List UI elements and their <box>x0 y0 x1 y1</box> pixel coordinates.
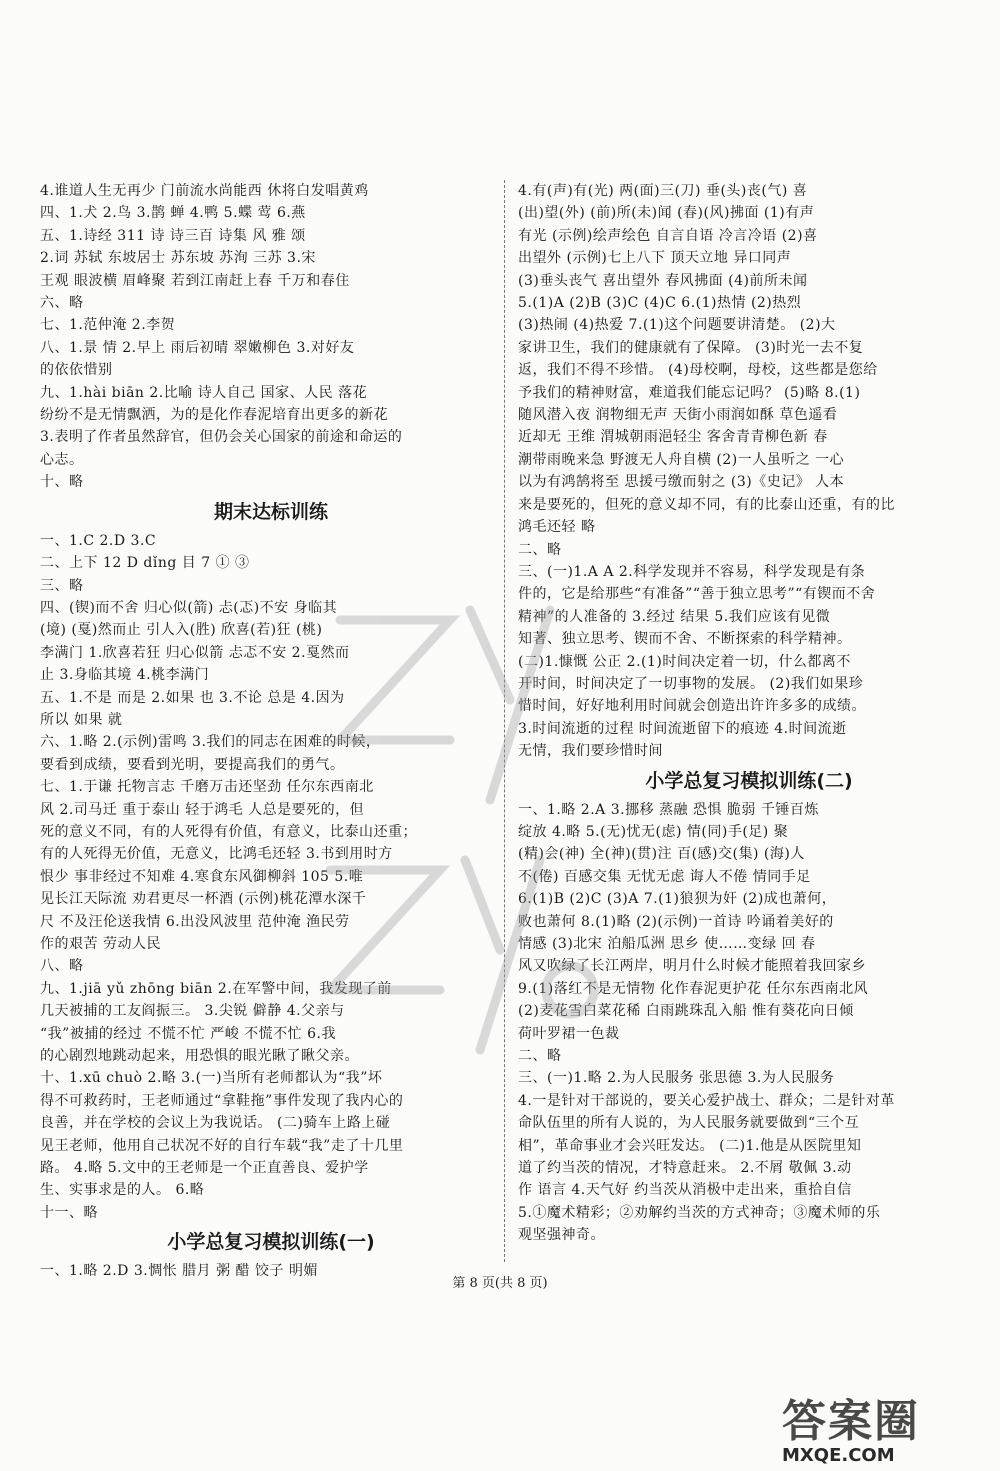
watermark-logo-text: 答案圈 <box>782 1396 920 1447</box>
answer-line: 要看到成绩，要看到光明，要提高我们的勇气。 <box>40 756 345 773</box>
answer-line: 见王老师，他用自己状况不好的自行车载“我”走了十几里 <box>40 1137 404 1154</box>
watermark-logo <box>782 1385 972 1466</box>
answer-line: 风 2.司马迁 重于泰山 轻于鸿毛 人总是要死的，但 <box>40 801 365 818</box>
answer-line: 6.(1)B (2)C (3)A 7.(1)狼狈为奸 (2)成也萧何， <box>518 891 837 908</box>
answer-line: 七、1.范仲淹 2.李贺 <box>40 317 176 334</box>
answer-line: (境) (戛)然而止 引人入(胜) 欣喜(若)狂 (桃) <box>40 622 323 639</box>
answer-line: 来是要死的，但死的意义却不同，有的比泰山还重，有的比 <box>518 496 895 513</box>
answer-line: 有光 (示例)绘声绘色 自言自语 冷言冷语 (2)喜 <box>518 227 818 244</box>
answer-line: 十一、略 <box>40 1204 98 1221</box>
answer-line: 5.(1)A (2)B (3)C (4)C 6.(1)热情 (2)热烈 <box>518 295 802 312</box>
answer-line: 一、1.C 2.D 3.C <box>40 532 157 549</box>
answer-line: 4.谁道人生无再少 门前流水尚能西 休将白发唱黄鸡 <box>40 183 369 199</box>
answer-line: 恨少 事非经过不知难 4.寒食东风御柳斜 105 5.唯 <box>40 868 364 885</box>
page-footer: 第 8 页(共 8 页) <box>452 1276 548 1291</box>
answer-line: 以为有鸿鹄将至 思援弓缴而射之 (3)《史记》 人本 <box>518 474 845 491</box>
answer-line: 见长江天际流 劝君更尽一杯酒 (示例)桃花潭水深千 <box>40 891 367 908</box>
answer-line: 出望外 (示例)七上八下 顶天立地 异口同声 <box>518 250 792 267</box>
answer-line: (二)1.慷慨 公正 2.(1)时间决定着一切，什么都离不 <box>518 653 851 670</box>
answer-line: 3.表明了作者虽然辞官，但仍会关心国家的前途和命运的 <box>40 429 403 446</box>
answer-line: 王观 眼波横 眉峰聚 若到江南赶上春 千万和春住 <box>40 272 350 289</box>
answer-line: 八、1.景 情 2.早上 雨后初晴 翠嫩柳色 3.对好友 <box>40 339 355 356</box>
answer-line: 返，我们不得不珍惜。 (4)母校啊，母校，这些都是您给 <box>518 362 878 379</box>
answer-line: 绽放 4.略 5.(无)忧无(虑) 情(同)手(足) 聚 <box>518 823 789 840</box>
answer-line: 几天被捕的工友阎振三。 3.尖锐 僻静 4.父亲与 <box>40 1003 345 1020</box>
answer-line: 潮带雨晚来急 野渡无人舟自横 (2)一人虽听之 一心 <box>518 451 845 468</box>
answer-line: 九、1.hài biān 2.比喻 诗人自己 国家、人民 落花 <box>40 384 368 401</box>
answer-line: 予我们的精神财富，难道我们能忘记吗？ (5)略 8.(1) <box>518 384 861 401</box>
answer-line: 的依依惜别 <box>40 362 113 379</box>
answer-line: 精神”的人准备的 3.经过 结果 5.我们应该有见微 <box>518 608 831 625</box>
answer-line: 二、略 <box>518 1048 562 1065</box>
answer-line: (2)麦花雪白菜花稀 白雨跳珠乱入船 惟有葵花向日倾 <box>518 1003 854 1020</box>
answer-line: 荷叶罗裙一色裁 <box>518 1025 620 1042</box>
answer-line: (3)垂头丧气 喜出望外 春风拂面 (4)前所未闻 <box>518 272 808 289</box>
right-column <box>518 180 980 1247</box>
answer-line: 风又吹绿了长江两岸，明月什么时候才能照着我回家乡 <box>518 958 866 975</box>
answer-line: 四、1.犬 2.鸟 3.鹊 蝉 4.鸭 5.蝶 莺 6.燕 <box>40 205 306 222</box>
left-column <box>40 180 502 1283</box>
section-heading: 期末达标训练 <box>213 500 328 523</box>
answer-line: 得不可救药时，王老师通过“拿鞋拖”事件发现了我内心的 <box>40 1092 404 1109</box>
answer-line: 9.(1)落红不是无情物 化作春泥更护花 任尔东西南北风 <box>518 980 869 997</box>
answer-line: 家讲卫生，我们的健康就有了保障。 (3)时光一去不复 <box>518 339 864 356</box>
answer-line: “我”被捕的经过 不慌不忙 严峻 不慌不忙 6.我 <box>40 1025 336 1042</box>
answer-line: 道了约当茨的情况，才特意赶来。 2.不屑 敬佩 3.动 <box>518 1160 852 1177</box>
answer-line: 近却无 王维 渭城朝雨浥轻尘 客舍青青柳色新 春 <box>518 429 828 446</box>
answer-line: 4.有(声)有(光) 两(面)三(刀) 垂(头)丧(气) 喜 <box>518 183 808 199</box>
answer-line: 九、1.jiā yǔ zhōng biān 2.在军警中间，我发现了前 <box>40 980 392 997</box>
column-divider <box>504 180 505 1262</box>
answer-line: 观坚强神奇。 <box>518 1227 605 1244</box>
answer-line: 三、(一)1.A A 2.科学发现并不容易，科学发现是有条 <box>518 563 866 580</box>
answer-line: 三、略 <box>40 577 84 594</box>
answer-line: 一、1.略 2.D 3.惆怅 腊月 粥 醋 饺子 明媚 <box>40 1263 318 1280</box>
answer-line: 情感 (3)北宋 泊船瓜洲 思乡 使……变绿 回 春 <box>518 936 816 952</box>
answer-line: 4.一是针对干部说的，要关心爱护战士、群众；二是针对革 <box>518 1092 895 1109</box>
answer-line: 七、1.于谦 托物言志 千磨万击还坚劲 任尔东西南北 <box>40 779 374 796</box>
answer-line: 李满门 1.欣喜若狂 归心似箭 忐忑不安 2.戛然而 <box>40 644 350 661</box>
answer-line: 有的人死得无价值，无意义，比鸿毛还轻 3.书到用时方 <box>40 846 393 863</box>
answer-line: (出)望(外) (前)所(未)闻 (春)(风)拂面 (1)有声 <box>518 205 815 222</box>
answer-line: 生、实事求是的人。 6.略 <box>40 1182 205 1199</box>
answer-line: 十、1.xū chuò 2.略 3.(一)当所有老师都认为“我”坏 <box>40 1070 383 1087</box>
answer-line: 命队伍里的所有人说的，为人民服务就要做到“三个互 <box>518 1115 860 1132</box>
answer-line: 止 3.身临其境 4.桃李满门 <box>40 667 210 684</box>
answer-line: (精)会(神) 全(神)(贯)注 百(感)交(集) (海)人 <box>518 846 805 863</box>
answer-line: 八、略 <box>40 958 84 975</box>
answer-line: (3)热闹 (4)热爱 7.(1)这个问题要讲清楚。 (2)大 <box>518 317 836 334</box>
answer-line: 相”，革命事业才会兴旺发达。 (二)1.他是从医院里知 <box>518 1137 862 1154</box>
answer-line: 随风潜入夜 润物细无声 天街小雨润如酥 草色遥看 <box>518 407 838 424</box>
answer-line: 3.时间流逝的过程 时间流逝留下的痕迹 4.时间流逝 <box>518 720 847 737</box>
answer-line: 死的意义不同，有的人死得有价值，有意义，比泰山还重； <box>40 823 417 840</box>
answer-line: 败也萧何 8.(1)略 (2)(示例)一首诗 吟诵着美好的 <box>518 913 834 930</box>
watermark-url: MXQE.COM <box>782 1445 895 1466</box>
answer-line: 心志。 <box>40 451 84 468</box>
answer-line: 的心剧烈地跳动起来，用恐惧的眼光瞅了瞅父亲。 <box>40 1048 359 1065</box>
answer-line: 十、略 <box>40 474 84 491</box>
answer-line: 纷纷不是无情飘洒，为的是化作春泥培育出更多的新花 <box>40 407 388 424</box>
answer-line: 2.词 苏轼 东坡居士 苏东坡 苏洵 三苏 3.宋 <box>40 250 316 267</box>
answer-line: 无情，我们要珍惜时间 <box>518 743 663 760</box>
answer-line: 五、1.诗经 311 诗 诗三百 诗集 风 雅 颂 <box>40 227 306 244</box>
answer-line: 一、1.略 2.A 3.挪移 蒸融 恐惧 脆弱 千锤百炼 <box>518 801 819 818</box>
answer-line: 不(倦) 百感交集 无忧无虑 诲人不倦 情同手足 <box>518 868 811 885</box>
answer-line: 5.①魔术精彩；②劝解约当茨的方式神奇；③魔术师的乐 <box>518 1204 881 1221</box>
answer-line: 尺 不及汪伦送我情 6.出没风波里 范仲淹 渔民劳 <box>40 913 350 930</box>
section-heading: 小学总复习模拟训练(二) <box>645 769 853 792</box>
answer-line: 件的，它是给那些“有准备”“善于独立思考”“有锲而不舍 <box>518 586 876 603</box>
answer-line: 六、略 <box>40 295 84 312</box>
answer-line: 六、1.略 2.(示例)雷鸣 3.我们的同志在困难的时候， <box>40 734 381 751</box>
answer-line: 作 语言 4.天气好 约当茨从消极中走出来，重拾自信 <box>518 1182 852 1199</box>
answer-line: 五、1.不是 而是 2.如果 也 3.不论 总是 4.因为 <box>40 689 345 706</box>
answer-line: 惜时间，好好地利用时间就会创造出许许多多的成绩。 <box>518 698 866 715</box>
answer-line: 鸿毛还轻 略 <box>518 519 596 536</box>
answer-line: 开时间，时间决定了一切事物的发展。 (2)我们如果珍 <box>518 675 864 692</box>
answer-line: 四、(锲)而不舍 归心似(箭) 忐(忑)不安 身临其 <box>40 599 338 616</box>
answer-line: 路。 4.略 5.文中的王老师是一个正直善良、爱护学 <box>40 1160 369 1177</box>
answer-line: 所以 如果 就 <box>40 711 123 728</box>
answer-line: 知著、独立思考、锲而不舍、不断探索的科学精神。 <box>518 631 852 648</box>
answer-line: 作的艰苦 劳动人民 <box>40 936 161 952</box>
answer-line: 二、上下 12 D dǐng 目 7 ① ③ <box>40 555 250 572</box>
answer-line: 良善，并在学校的会议上为我说话。 (二)骑车上路上碰 <box>40 1115 391 1132</box>
answer-line: 二、略 <box>518 541 562 558</box>
answer-line: 三、(一)1.略 2.为人民服务 张思德 3.为人民服务 <box>518 1070 835 1087</box>
section-heading: 小学总复习模拟训练(一) <box>167 1231 375 1254</box>
